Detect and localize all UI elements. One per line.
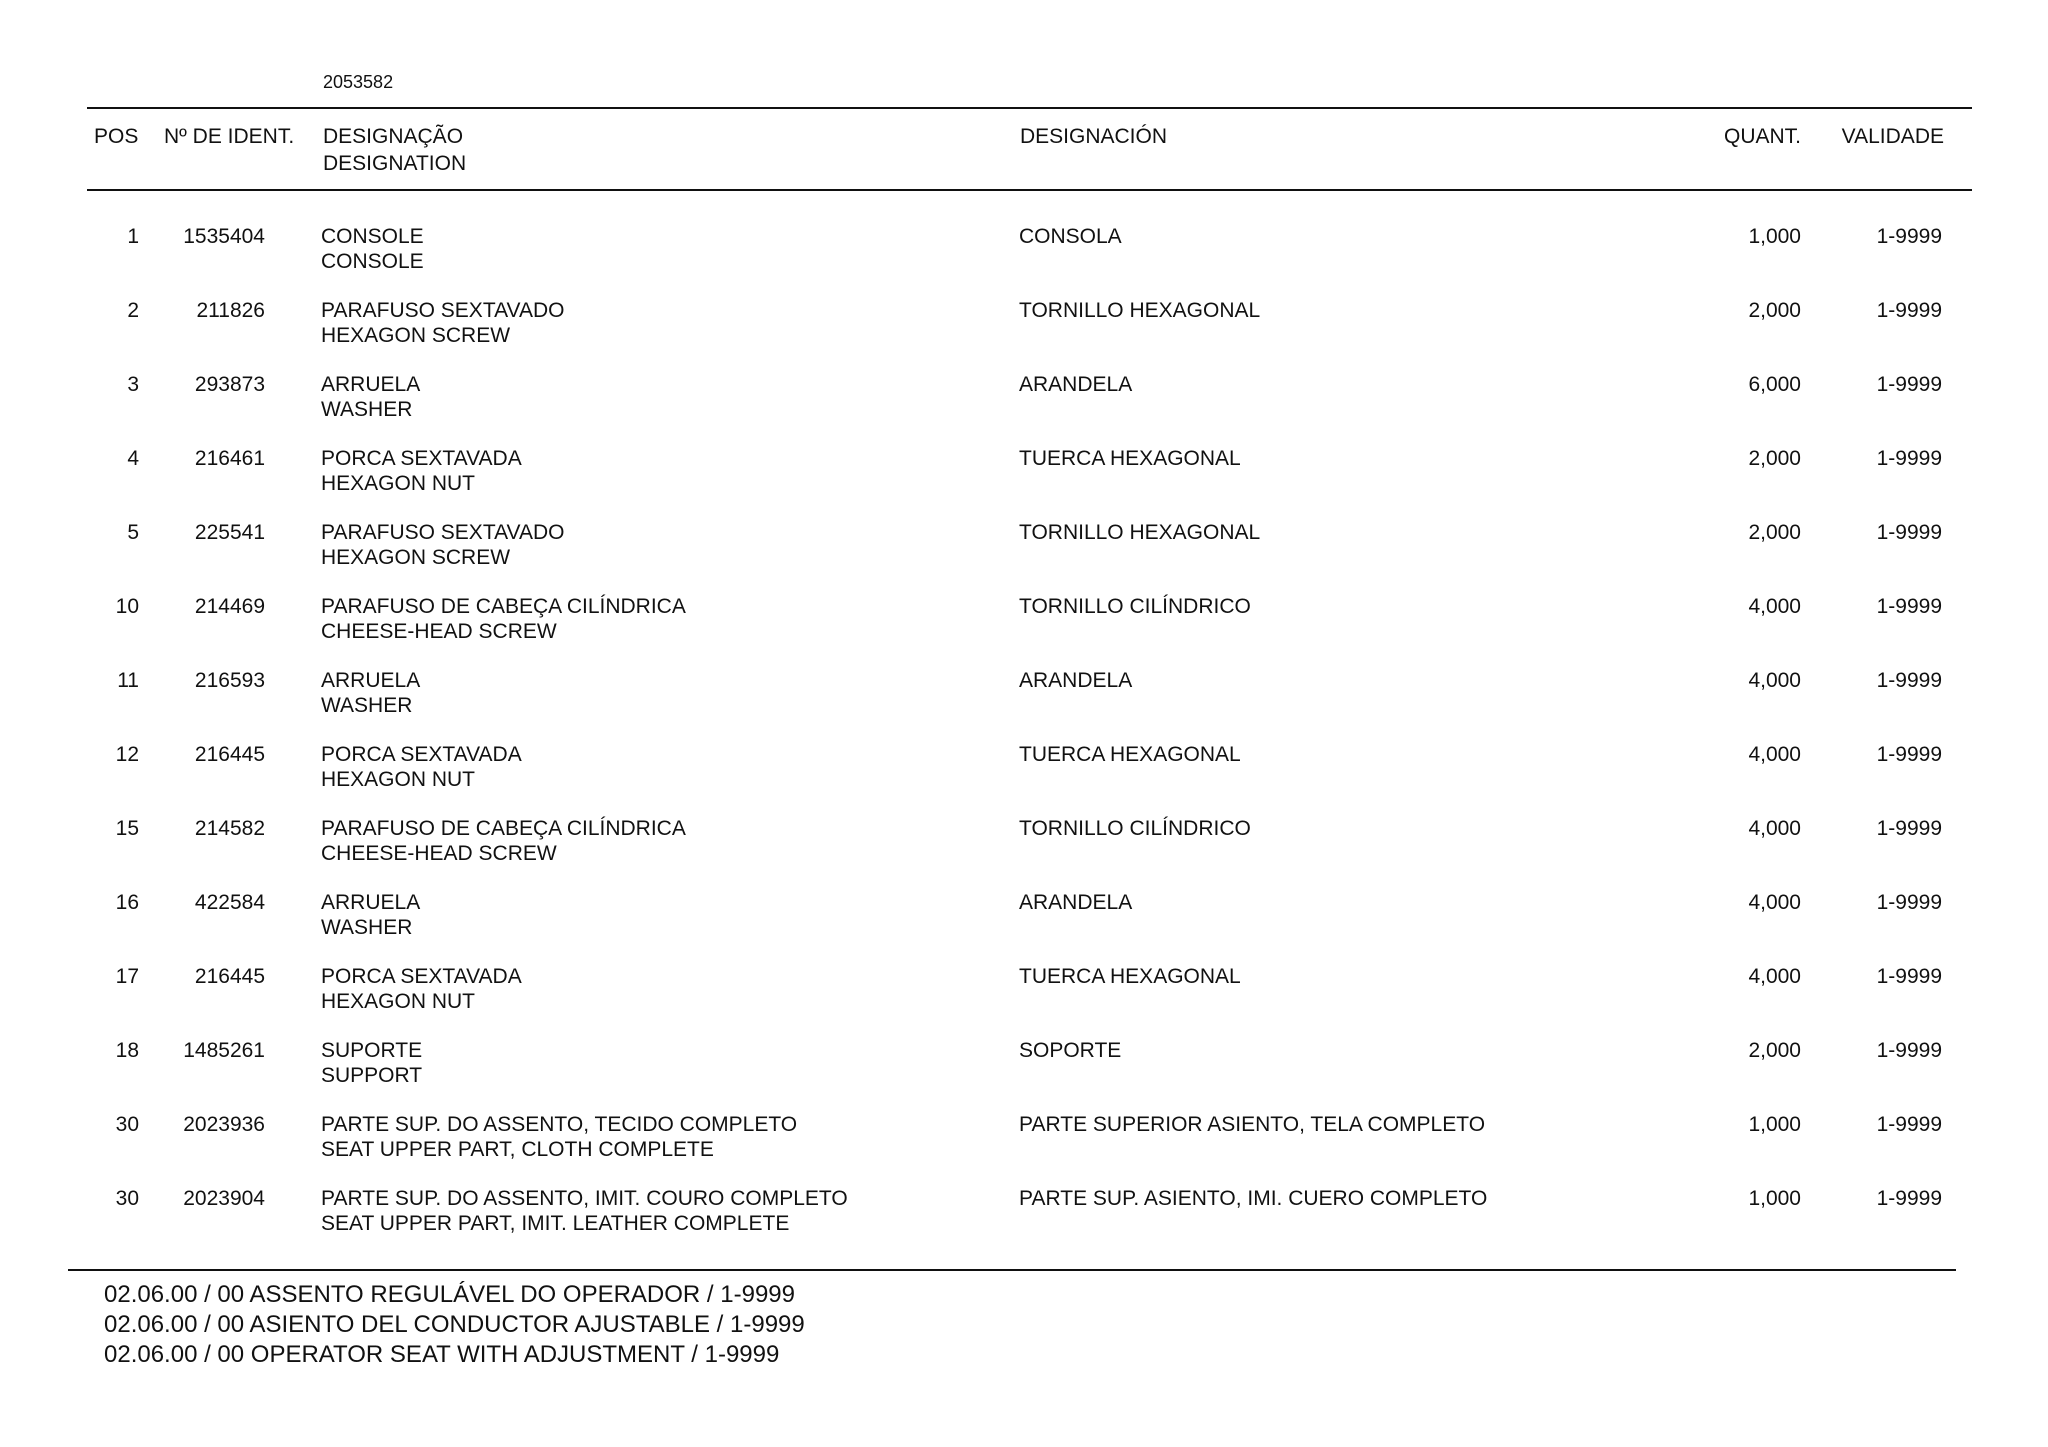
row-pos: 4 (127, 447, 139, 470)
row-pos: 11 (117, 669, 139, 692)
parts-table-body (0, 224, 2048, 1260)
header-designacao: DESIGNAÇÃO (323, 125, 464, 148)
row-quantity: 1,000 (1748, 1187, 1801, 1210)
row-ident-number: 216445 (194, 965, 265, 988)
row-designation-pt: SUPORTE (321, 1039, 423, 1062)
table-row (0, 520, 2048, 594)
row-validity: 1-9999 (1876, 891, 1942, 914)
row-designation-pt-en (321, 594, 686, 644)
row-ident-number: 422584 (194, 891, 265, 914)
row-designation-pt: PARAFUSO SEXTAVADO (321, 299, 565, 322)
header-designacion: DESIGNACIÓN (1020, 125, 1168, 148)
row-designation-pt-en (321, 1186, 848, 1236)
row-pos: 17 (115, 965, 139, 988)
row-designation-pt-en (321, 890, 420, 940)
row-designation-es: CONSOLA (1019, 225, 1122, 248)
table-row (0, 298, 2048, 372)
header-top-rule (87, 107, 1972, 109)
row-designation-en: HEXAGON NUT (321, 768, 476, 791)
row-designation-pt-en (321, 1038, 422, 1088)
row-designation-en: WASHER (321, 916, 413, 939)
row-designation-pt-en (321, 520, 565, 570)
header-designation-pt-en (323, 123, 466, 177)
row-designation-pt: PARAFUSO DE CABEÇA CILÍNDRICA (321, 595, 686, 618)
header-designation: DESIGNATION (323, 152, 467, 175)
row-designation-en: CHEESE-HEAD SCREW (321, 842, 557, 865)
row-designation-en: SEAT UPPER PART, CLOTH COMPLETE (321, 1138, 714, 1161)
row-ident-number: 2023904 (183, 1187, 265, 1210)
row-validity: 1-9999 (1876, 521, 1942, 544)
row-designation-en: HEXAGON SCREW (321, 324, 511, 347)
row-quantity: 1,000 (1748, 225, 1801, 248)
table-row (0, 890, 2048, 964)
row-quantity: 2,000 (1748, 1039, 1801, 1062)
row-quantity: 2,000 (1748, 447, 1801, 470)
row-designation-pt-en (321, 668, 420, 718)
assembly-footer (104, 1280, 805, 1370)
row-pos: 15 (115, 817, 139, 840)
row-validity: 1-9999 (1876, 373, 1942, 396)
row-ident-number: 216445 (194, 743, 265, 766)
row-pos: 18 (115, 1039, 139, 1062)
row-validity: 1-9999 (1876, 225, 1942, 248)
row-pos: 2 (127, 299, 139, 322)
row-pos: 5 (127, 521, 139, 544)
footer-line-pt: 02.06.00 / 00 ASSENTO REGULÁVEL DO OPERADOR / 1-9999 (104, 1281, 795, 1308)
row-designation-es: TORNILLO HEXAGONAL (1019, 521, 1261, 544)
row-validity: 1-9999 (1876, 817, 1942, 840)
table-row (0, 446, 2048, 520)
row-quantity: 4,000 (1748, 817, 1801, 840)
row-ident-number: 2023936 (183, 1113, 265, 1136)
footer-line-en: 02.06.00 / 00 OPERATOR SEAT WITH ADJUSTMENT / 1-9999 (104, 1341, 780, 1368)
row-designation-en: SEAT UPPER PART, IMIT. LEATHER COMPLETE (321, 1212, 790, 1235)
row-quantity: 6,000 (1748, 373, 1801, 396)
row-quantity: 4,000 (1748, 891, 1801, 914)
row-designation-pt: PORCA SEXTAVADA (321, 447, 522, 470)
table-row (0, 1186, 2048, 1260)
row-designation-es: TUERCA HEXAGONAL (1019, 965, 1241, 988)
header-ident-number: Nº DE IDENT. (164, 125, 295, 148)
row-validity: 1-9999 (1876, 669, 1942, 692)
header-pos: POS (94, 125, 139, 148)
row-validity: 1-9999 (1876, 1113, 1942, 1136)
row-pos: 30 (115, 1113, 139, 1136)
row-designation-pt-en (321, 372, 420, 422)
row-pos: 1 (127, 225, 139, 248)
table-row (0, 964, 2048, 1038)
row-validity: 1-9999 (1876, 1187, 1942, 1210)
row-designation-en: HEXAGON SCREW (321, 546, 511, 569)
row-designation-es: PARTE SUPERIOR ASIENTO, TELA COMPLETO (1019, 1113, 1486, 1136)
table-bottom-rule (68, 1269, 1956, 1271)
row-designation-pt: PARAFUSO DE CABEÇA CILÍNDRICA (321, 817, 686, 840)
header-quantity: QUANT. (1723, 125, 1801, 148)
row-ident-number: 216461 (194, 447, 265, 470)
table-row (0, 594, 2048, 668)
table-row (0, 1038, 2048, 1112)
row-validity: 1-9999 (1876, 595, 1942, 618)
row-designation-es: TORNILLO CILÍNDRICO (1019, 817, 1251, 840)
row-designation-es: ARANDELA (1019, 373, 1133, 396)
table-row (0, 742, 2048, 816)
row-designation-pt-en (321, 816, 686, 866)
row-designation-en: WASHER (321, 398, 413, 421)
row-quantity: 2,000 (1748, 299, 1801, 322)
row-designation-pt: PARTE SUP. DO ASSENTO, IMIT. COURO COMPLETO (321, 1187, 848, 1210)
row-validity: 1-9999 (1876, 965, 1942, 988)
row-ident-number: 293873 (194, 373, 265, 396)
row-designation-pt: ARRUELA (321, 669, 421, 692)
row-designation-es: TORNILLO HEXAGONAL (1019, 299, 1261, 322)
row-designation-es: PARTE SUP. ASIENTO, IMI. CUERO COMPLETO (1019, 1187, 1488, 1210)
row-designation-pt-en (321, 742, 522, 792)
row-designation-pt: ARRUELA (321, 891, 421, 914)
table-row (0, 1112, 2048, 1186)
table-row (0, 668, 2048, 742)
row-designation-en: SUPPORT (321, 1064, 423, 1087)
table-row (0, 816, 2048, 890)
row-designation-pt-en (321, 298, 565, 348)
row-quantity: 1,000 (1748, 1113, 1801, 1136)
row-designation-es: TORNILLO CILÍNDRICO (1019, 595, 1251, 618)
row-ident-number: 216593 (194, 669, 265, 692)
row-ident-number: 214582 (194, 817, 265, 840)
row-designation-pt: PORCA SEXTAVADA (321, 965, 522, 988)
row-designation-pt: PARTE SUP. DO ASSENTO, TECIDO COMPLETO (321, 1113, 798, 1136)
row-designation-en: HEXAGON NUT (321, 472, 476, 495)
header-bottom-rule (87, 189, 1972, 191)
table-row (0, 372, 2048, 446)
footer-line-es: 02.06.00 / 00 ASIENTO DEL CONDUCTOR AJUSTABLE / 1-9999 (104, 1311, 805, 1338)
row-pos: 30 (115, 1187, 139, 1210)
row-designation-pt-en (321, 964, 522, 1014)
row-quantity: 4,000 (1748, 965, 1801, 988)
row-designation-pt: PORCA SEXTAVADA (321, 743, 522, 766)
row-pos: 12 (115, 743, 139, 766)
row-pos: 16 (115, 891, 139, 914)
row-quantity: 4,000 (1748, 669, 1801, 692)
row-designation-pt-en (321, 1112, 797, 1162)
row-designation-es: TUERCA HEXAGONAL (1019, 743, 1241, 766)
row-ident-number: 1535404 (183, 225, 265, 248)
row-designation-pt-en (321, 446, 522, 496)
row-pos: 10 (115, 595, 139, 618)
row-validity: 1-9999 (1876, 447, 1942, 470)
row-validity: 1-9999 (1876, 299, 1942, 322)
row-designation-pt-en (321, 224, 424, 274)
row-ident-number: 211826 (196, 299, 265, 322)
row-quantity: 4,000 (1748, 743, 1801, 766)
row-validity: 1-9999 (1876, 743, 1942, 766)
row-designation-es: ARANDELA (1019, 891, 1133, 914)
row-ident-number: 225541 (194, 521, 265, 544)
row-ident-number: 214469 (194, 595, 265, 618)
row-designation-en: CHEESE-HEAD SCREW (321, 620, 557, 643)
row-designation-es: SOPORTE (1019, 1039, 1122, 1062)
row-designation-pt: PARAFUSO SEXTAVADO (321, 521, 565, 544)
row-quantity: 2,000 (1748, 521, 1801, 544)
row-designation-en: CONSOLE (321, 250, 424, 273)
row-designation-es: TUERCA HEXAGONAL (1019, 447, 1241, 470)
row-designation-pt: CONSOLE (321, 225, 424, 248)
row-designation-es: ARANDELA (1019, 669, 1133, 692)
table-row (0, 224, 2048, 298)
row-validity: 1-9999 (1876, 1039, 1942, 1062)
row-quantity: 4,000 (1748, 595, 1801, 618)
row-designation-en: HEXAGON NUT (321, 990, 476, 1013)
row-ident-number: 1485261 (183, 1039, 265, 1062)
row-pos: 3 (127, 373, 139, 396)
document-number: 2053582 (323, 72, 394, 92)
row-designation-pt: ARRUELA (321, 373, 421, 396)
header-validity: VALIDADE (1841, 125, 1944, 148)
row-designation-en: WASHER (321, 694, 413, 717)
